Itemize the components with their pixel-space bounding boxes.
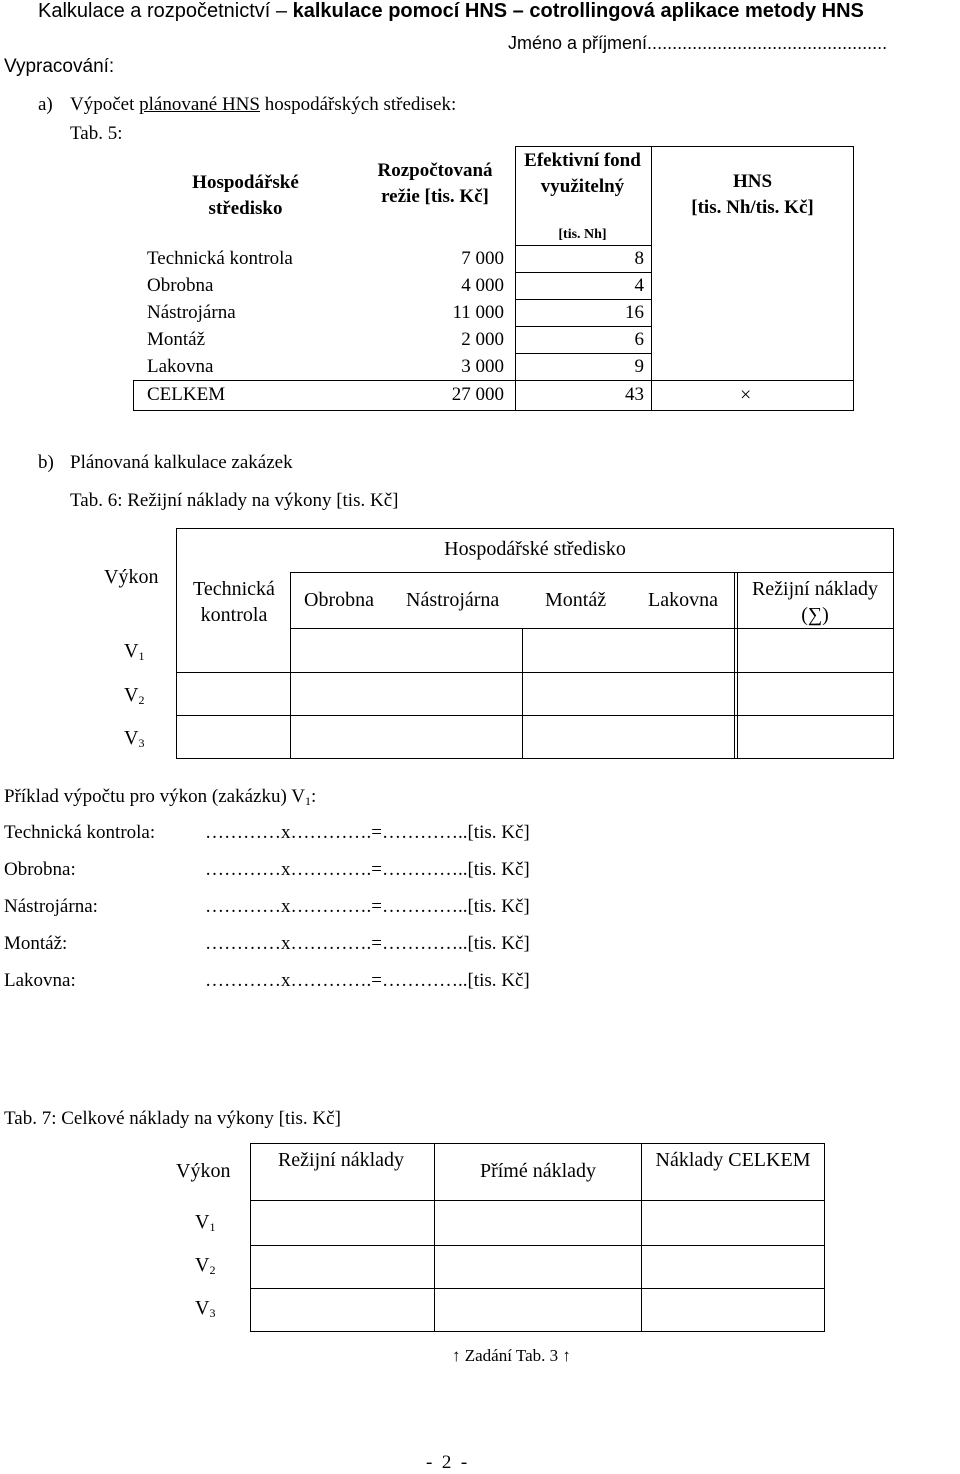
- table5-hline-fund-2: [515, 272, 652, 273]
- section-a-text-post: hospodářských středisek:: [259, 94, 457, 115]
- example-heading: [4, 786, 316, 809]
- table5-row-4-center: Montáž: [147, 329, 206, 350]
- example-heading-end: :: [310, 786, 317, 807]
- table5-row-2-center: Obrobna: [147, 275, 214, 296]
- table5-row-3-center: Nástrojárna: [147, 302, 236, 323]
- table7-col-total: Náklady CELKEM: [655, 1149, 811, 1171]
- table5-vline-left-total: [133, 381, 134, 411]
- table5-header-center: Hospodářské středisko: [192, 172, 299, 219]
- example-line-5-label: Lakovna:: [4, 970, 76, 991]
- table6-col-output: Výkon: [104, 566, 159, 588]
- table5-row-1-center: Technická kontrola: [147, 248, 293, 269]
- example-line-4-formula: …………x………….=…………..[tis. Kč]: [205, 933, 530, 954]
- section-a-text: [70, 94, 456, 116]
- page-number: - 2 -: [426, 1452, 468, 1473]
- table5-total-center: CELKEM: [147, 384, 226, 405]
- example-line-3-label: Nástrojárna:: [4, 896, 98, 917]
- section-b-text: Plánovaná kalkulace zakázek: [70, 452, 293, 473]
- table5-hline-fund-3: [515, 299, 652, 300]
- table7-col-direct: Přímé náklady: [479, 1160, 597, 1182]
- table7-hline-row2: [250, 1288, 825, 1289]
- table6-row-v1: [124, 640, 144, 664]
- table7-vline-left: [250, 1143, 251, 1332]
- table5-vline-fund-right: [651, 146, 652, 411]
- section-a-text-link: plánované HNS: [139, 94, 260, 115]
- intro-label: Vypracování:: [4, 56, 115, 77]
- table5-total-budget: 27 000: [451, 384, 504, 405]
- table6-col-sum: Režijní náklady (∑): [751, 578, 879, 626]
- up-arrow-icon: ↑: [452, 1346, 461, 1365]
- table6-top-border: [176, 528, 894, 529]
- table6-row-v1-label: V: [124, 640, 139, 662]
- table6-hline-row1: [176, 672, 894, 673]
- table6-row-v3-sub: 3: [138, 736, 145, 750]
- example-heading-text: Příklad výpočtu pro výkon (zakázku) V: [4, 786, 305, 807]
- table5-hline-fund-4: [515, 326, 652, 327]
- table6-group-header: Hospodářské středisko: [444, 538, 626, 560]
- table7-hline-header-bottom: [250, 1200, 825, 1201]
- table5-row-5-budget: 3 000: [461, 356, 504, 377]
- table5-row-5-center: Lakovna: [147, 356, 214, 377]
- table6-row-v3: [124, 727, 144, 751]
- example-line-3-formula: …………x………….=…………..[tis. Kč]: [205, 896, 530, 917]
- table6-vline-lak-a: [734, 572, 735, 759]
- table5-row-1-fund: 8: [634, 248, 644, 269]
- table6-col-tk: Technická kontrola: [193, 578, 275, 626]
- table6-hline-row2: [176, 715, 894, 716]
- table5-row-1-budget: 7 000: [461, 248, 504, 269]
- document-header-title: [38, 0, 864, 23]
- table5-row-2-budget: 4 000: [461, 275, 504, 296]
- table6-caption: Tab. 6: Režijní náklady na výkony [tis. Kč]: [70, 490, 399, 511]
- table5-vline-right: [853, 146, 854, 411]
- table5-row-5-fund: 9: [634, 356, 644, 377]
- table6-col-obr: Obrobna: [304, 589, 374, 611]
- table5-header-fund: Efektivní fond využitelný: [524, 150, 641, 197]
- section-a-marker: a): [38, 94, 53, 115]
- table5-total-hns: ×: [740, 384, 752, 406]
- table5-hline-fund-5: [515, 353, 652, 354]
- up-arrow-icon: ↑: [562, 1346, 571, 1365]
- table6-vline-right: [893, 528, 894, 759]
- table5-row-4-fund: 6: [634, 329, 644, 350]
- table7-row-v3-label: V: [195, 1297, 210, 1319]
- table6-bottom-border: [176, 758, 894, 759]
- table7-row-v3: [195, 1297, 215, 1321]
- table6-hline-group: [290, 572, 894, 573]
- table5-total-fund: 43: [625, 384, 644, 405]
- table6-row-v1-sub: 1: [138, 649, 145, 663]
- table6-row-v3-label: V: [124, 727, 139, 749]
- table7-bottom-border: [250, 1331, 825, 1332]
- table5-caption: Tab. 5:: [70, 123, 123, 144]
- example-heading-sub: 1: [304, 794, 311, 808]
- table6-vline-lak-b: [737, 572, 738, 759]
- table7-vline-right: [824, 1143, 825, 1332]
- table7-caption: Tab. 7: Celkové náklady na výkony [tis. Kč]: [4, 1108, 341, 1129]
- table5-row-4-budget: 2 000: [461, 329, 504, 350]
- section-b-marker: b): [38, 452, 54, 473]
- table6-col-lak: Lakovna: [648, 589, 718, 611]
- table5-hline-bottom: [133, 410, 854, 411]
- table6-vline-tk: [290, 572, 291, 759]
- table5-hline-total-top: [133, 380, 854, 381]
- table7-footnote-text: Zadání Tab. 3: [464, 1346, 559, 1365]
- table7-top-border: [250, 1143, 825, 1144]
- header-title-prefix: Kalkulace a rozpočetnictví –: [38, 0, 293, 22]
- example-line-1-label: Technická kontrola:: [4, 822, 156, 843]
- table7-col-overhead: Režijní náklady: [277, 1149, 405, 1171]
- table7-row-v2-sub: 2: [209, 1263, 216, 1277]
- name-line: Jméno a příjmení................................................: [508, 33, 888, 53]
- table5-header-hns: HNS: [732, 171, 773, 192]
- table6-vline-output: [176, 528, 177, 759]
- table7-row-v3-sub: 3: [209, 1306, 216, 1320]
- table5-row-2-fund: 4: [634, 275, 644, 296]
- table5-row-3-fund: 16: [625, 302, 644, 323]
- example-line-2-formula: …………x………….=…………..[tis. Kč]: [205, 859, 530, 880]
- table7-row-v2-label: V: [195, 1254, 210, 1276]
- table7-row-v1-sub: 1: [209, 1220, 216, 1234]
- table7-row-v1: [195, 1211, 215, 1235]
- table6-row-v2-label: V: [124, 684, 139, 706]
- table6-col-mon: Montáž: [545, 589, 607, 611]
- table5-header-budget: Rozpočtovaná režie [tis. Kč]: [377, 160, 493, 207]
- table7-footnote: [452, 1346, 571, 1366]
- table5-header-fund-unit: [tis. Nh]: [558, 227, 607, 242]
- table6-vline-nas: [522, 628, 523, 759]
- table7-col-output: Výkon: [176, 1160, 231, 1182]
- table6-col-nas: Nástrojárna: [406, 589, 500, 611]
- table7-hline-row1: [250, 1245, 825, 1246]
- table7-row-v1-label: V: [195, 1211, 210, 1233]
- table6-row-v2-sub: 2: [138, 693, 145, 707]
- section-a-text-pre: Výpočet: [70, 94, 140, 115]
- example-line-1-formula: …………x………….=…………..[tis. Kč]: [205, 822, 530, 843]
- table7-row-v2: [195, 1254, 215, 1278]
- table5-vline-fund-left: [515, 146, 516, 411]
- table5-top-border: [515, 146, 854, 147]
- example-line-2-label: Obrobna:: [4, 859, 76, 880]
- example-line-4-label: Montáž:: [4, 933, 68, 954]
- header-title-bold: kalkulace pomocí HNS – cotrollingová aplikace metody HNS: [292, 0, 864, 22]
- table6-row-v2: [124, 684, 144, 708]
- example-line-5-formula: …………x………….=…………..[tis. Kč]: [205, 970, 530, 991]
- table7-vline-overhead: [434, 1143, 435, 1332]
- table5-header-hns-unit: [tis. Nh/tis. Kč]: [691, 197, 814, 218]
- table5-hline-fund-1: [515, 245, 652, 246]
- table6-hline-header-bottom: [290, 628, 894, 629]
- table5-row-3-budget: 11 000: [452, 302, 504, 323]
